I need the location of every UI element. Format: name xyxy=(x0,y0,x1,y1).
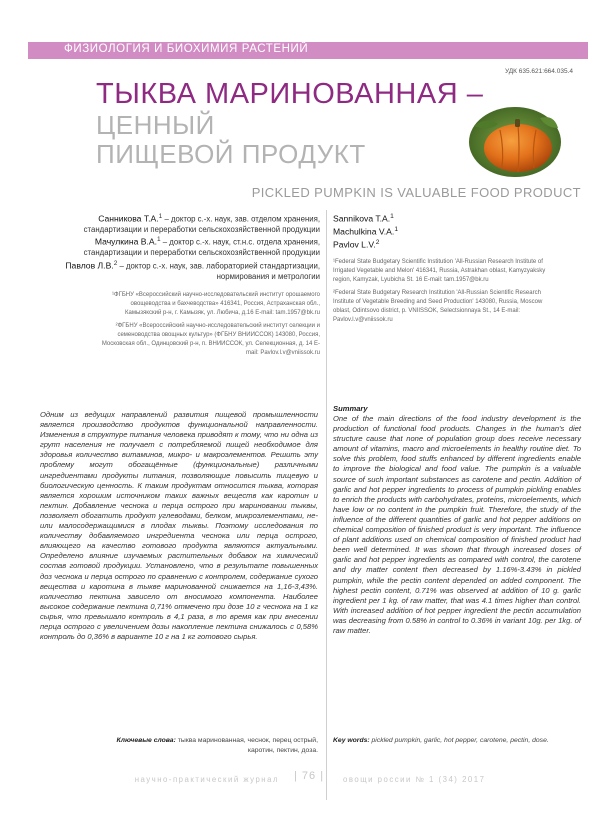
affiliation-ru-1: ¹ФГБНУ «Всероссийский научно-исследовательский институт орошаемого овощеводства и бахчеводства» 416341, Россия, Астраханская обл., Камызякский р-н, г. Камызяк, ул. Любича, д.16 E-mail: tam.1957@bk.ru xyxy=(112,292,320,316)
affiliation-en-1: ¹Federal State Budgetary Scientific Institution 'All-Russian Research Institute of Irrigated Vegetable and Melon' 416341, Russia, Astrakhan oblast, Kamyzyaksky region, Kamyzak, Lyubicha St. 16 E-mail: tam.1957@bk.ru xyxy=(333,259,546,283)
footer-issue: овощи россии № 1 (34) 2017 xyxy=(343,775,486,784)
affiliation-ru-2: ²ФГБНУ «Всероссийский научно-исследовательский институт селекции и семеноводства овощных культур» (ФГБНУ ВНИИССОК) 143080, Россия, Московская обл., Одинцовский р-н, п. ВНИИССОК, ул. Селекционная, д. 14 E-mail: Pavlov.l.v@vniissok.ru xyxy=(101,323,320,356)
footer-journal: научно-практический журнал xyxy=(134,775,279,784)
udk-code: УДК 635.621:664.035.4 xyxy=(504,68,573,75)
author-en-1: Sannikova T.A.$^1$ xyxy=(333,213,394,224)
section-band xyxy=(28,42,588,59)
column-divider xyxy=(326,210,327,800)
keywords-ru-text: тыква маринованная, чеснок, перец острый, каротин, пектин, доза. xyxy=(175,737,318,754)
keywords-en-label: Key words: xyxy=(333,737,370,744)
section-title: ФИЗИОЛОГИЯ И БИОХИМИЯ РАСТЕНИЙ xyxy=(64,43,309,55)
pumpkin-photo xyxy=(468,106,562,178)
summary-text: One of the main directions of the food industry development is the production of functional food products. Changes in the human's diet structure cause that none of population group does receive necessary amount of vitamins, macro and microelements in healthy routine diet. To solve this problem, food stuffs enhanced by different ingredients enable to improve the biological and food value. The pumpkin is a valuable source of such important substances as carotene and pectin. Addition of garlic and hot pepper ingredients to process of pumpkin pickling enables to enrich the products with carbohydrates, proteins, microelements, which have low or no content in the pumpkin fruit. Therefore, the study of the influence of the different quantities of garlic and hot pepper additions on chemical composition of finished product is very important. The influence of plant additions used on chemical composition of finished product had been well determined. It was shown that through increased doses of garlic and hot pepper ingredients as compared with control, the carotene and dry matter content then decreased by 1.16%-3.43% in pickled pumpkin, while the pectin content depended on added component. The highest pectin content, 0.71% was observed at addition of 10 g. garlic ingredient per 1 kg. of raw matter, that was 4.1 times higher than control. With increased addition of hot pepper ingredient the pectin accumulation was decreasing from 0.58% in control to 0.36% in variant 10g. per 1kg. of raw matter. xyxy=(333,414,581,635)
title-ru-line3: ПИЩЕВОЙ ПРОДУКТ xyxy=(96,139,366,169)
keywords-en xyxy=(333,736,581,746)
affiliation-en-2: ²Federal State Budgetary Research Institution 'All-Russian Scientific Research Institute of Vegetable Breeding and Seed Production' 143080, Russia, Moscow oblast, Odintsovo district, p. VNIISSOK, Selectsionnaya St., 14 E-mail: Pavlov.l.v@vniissok.ru xyxy=(333,290,543,323)
author-ru-3: Павлов Л.В.$^2$ – доктор с.-х. наук, зав. лабораторией стандартизации, нормирования и метрологии xyxy=(65,259,320,281)
author-ru-2: Мачулкина В.А.$^1$ – доктор с.-х. наук, ст.н.с. отдела хранения, стандартизации и переработки сельскохозяйственной продукции xyxy=(83,236,320,258)
affiliations-en xyxy=(333,258,553,330)
title-ru-line1: ТЫКВА МАРИНОВАННАЯ – xyxy=(96,78,484,110)
authors-en xyxy=(333,212,513,251)
author-en-2: Machulkina V.A.$^1$ xyxy=(333,226,399,237)
author-en-3: Pavlov L.V.$^2$ xyxy=(333,239,380,250)
author-ru-1: Санникова Т.А.$^1$ – доктор с.-х. наук, зав. отделом хранения, стандартизации и переработки сельскохозяйственной продукции xyxy=(83,213,320,234)
affiliations-ru xyxy=(100,291,320,363)
page-number: | 76 | xyxy=(294,770,325,782)
keywords-ru-label: Ключевые слова: xyxy=(116,737,176,744)
keywords-ru xyxy=(100,736,318,756)
title-en: PICKLED PUMPKIN IS VALUABLE FOOD PRODUCT xyxy=(251,185,581,200)
abstract-ru: Одним из ведущих направлений развития пищевой промышленности является производство продуктов функциональной направленности. Изменения в структуре питания человека приводят к тому, что ни одна из групп населения не получает с потребляемой пищей необходимое для здоровья количество витаминов, микро- и макроэлементов. Решить эту проблему могут обогащённые (функциональные) различными ингредиентами продукты питания, позволяющие повысить пищевую и биологическую ценность. К таким продуктам относится тыква, которая является хорошим источником таких важных веществ как каротин и пектин. Добавление чеснока и перца острого при мариновании тыквы, позволяет обогатить продукт углеводами, белком, микроэлементами, не- или малосодержащимися в плодах тыквы. Поэтому исследования по количеству добавляемого ингредиента чеснока или перца острого, влияющего на качество готового продукта являются актуальными. Определено влияние изучаемых растительных добавок на химический состав готовой продукции. Установлено, что в результате повышенных доз чеснока и перца острого по сравнению с контролем, содержание сухого вещества и каротина в тыкве маринованной снижается на 1,16-3,43%. количество пектина зависело от вносимого компонента. Наиболее высокое содержание пектина 0,71% отмечено при дозе 10 г чеснока на 1 кг сырья, что превышало контроль в 4,1 раза, в то время как при внесении перца острого с увеличением дозы накопление пектина снижалось с 0,58% контроль до 0,36% в варианте 10 г на 1 кг готового сырья. xyxy=(40,410,318,642)
title-ru-line2: ЦЕННЫЙ xyxy=(96,110,215,140)
summary-heading: Summary xyxy=(333,404,368,413)
keywords-en-text: pickled pumpkin, garlic, hot pepper, carotene, pectin, dose. xyxy=(369,737,549,744)
authors-ru xyxy=(52,212,320,282)
